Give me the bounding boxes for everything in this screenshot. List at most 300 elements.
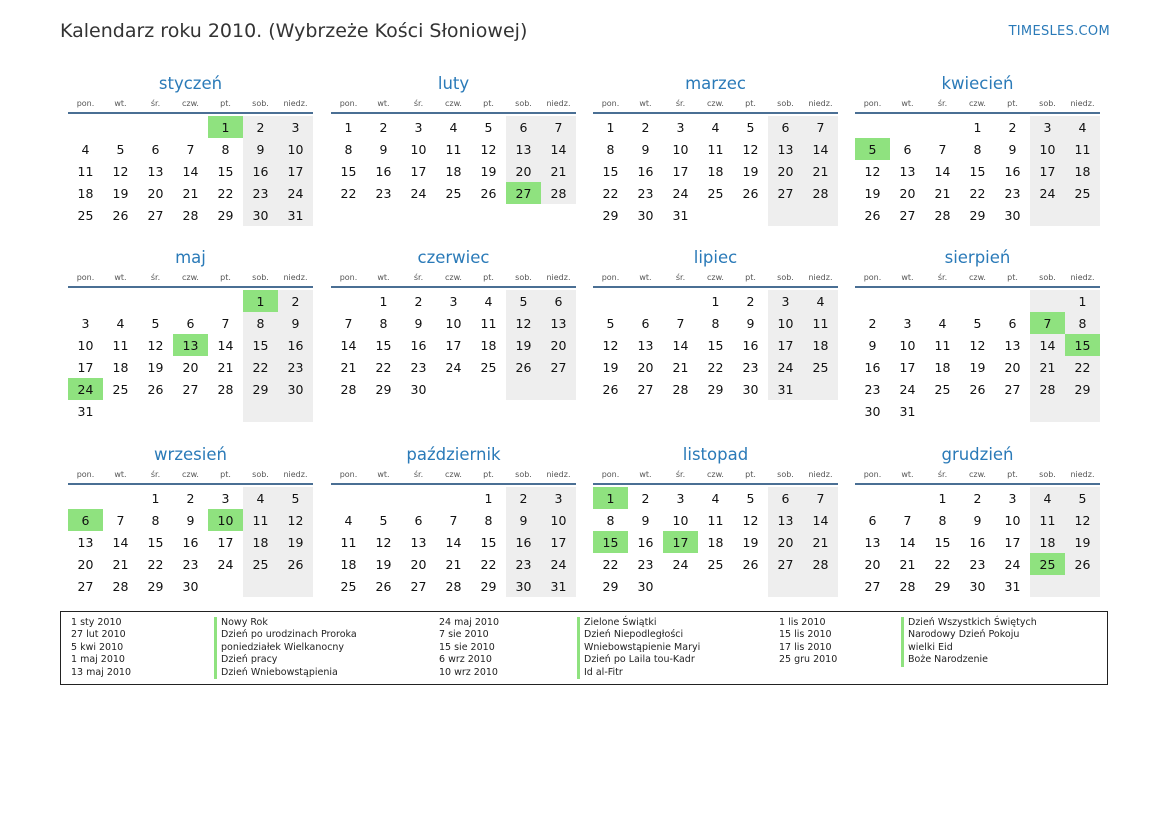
day-cell[interactable]: 14 <box>803 138 838 160</box>
day-cell[interactable]: 7 <box>676 315 685 331</box>
day-cell[interactable]: 12 <box>742 512 759 528</box>
day-cell[interactable]: 29 <box>480 578 497 594</box>
day-cell[interactable]: 20 <box>182 359 199 375</box>
day-cell[interactable]: 17 <box>278 160 313 182</box>
day-cell[interactable]: 5 <box>1065 487 1100 509</box>
day-cell[interactable]: 10 <box>208 509 243 531</box>
day-cell[interactable]: 24 <box>1030 182 1065 204</box>
day-cell[interactable]: 25 <box>243 553 278 575</box>
day-cell[interactable]: 30 <box>506 575 541 597</box>
day-cell[interactable]: 4 <box>1030 487 1065 509</box>
day-cell[interactable]: 21 <box>934 185 951 201</box>
day-cell[interactable]: 9 <box>641 141 650 157</box>
day-cell[interactable]: 12 <box>742 141 759 157</box>
day-cell[interactable]: 21 <box>1030 356 1065 378</box>
day-cell[interactable]: 7 <box>186 141 195 157</box>
day-cell[interactable]: 19 <box>1065 531 1100 553</box>
day-cell[interactable]: 26 <box>375 578 392 594</box>
day-cell[interactable]: 27 <box>768 553 803 575</box>
day-cell[interactable]: 13 <box>637 337 654 353</box>
day-cell[interactable]: 24 <box>278 182 313 204</box>
day-cell[interactable]: 4 <box>803 290 838 312</box>
day-cell[interactable]: 1 <box>208 116 243 138</box>
day-cell[interactable]: 25 <box>340 578 357 594</box>
day-cell[interactable]: 26 <box>864 207 881 223</box>
day-cell[interactable]: 15 <box>969 163 986 179</box>
day-cell[interactable]: 31 <box>768 378 803 400</box>
day-cell[interactable]: 25 <box>112 381 129 397</box>
day-cell[interactable]: 26 <box>147 381 164 397</box>
day-cell[interactable]: 5 <box>506 290 541 312</box>
day-cell[interactable]: 16 <box>864 359 881 375</box>
day-cell[interactable]: 21 <box>217 359 234 375</box>
day-cell[interactable]: 26 <box>506 356 541 378</box>
day-cell[interactable]: 1 <box>938 490 947 506</box>
day-cell[interactable]: 24 <box>445 359 462 375</box>
day-cell[interactable]: 25 <box>803 356 838 378</box>
day-cell[interactable]: 12 <box>375 534 392 550</box>
day-cell[interactable]: 24 <box>672 556 689 572</box>
day-cell[interactable]: 29 <box>243 378 278 400</box>
day-cell[interactable]: 9 <box>746 315 755 331</box>
day-cell[interactable]: 15 <box>147 534 164 550</box>
day-cell[interactable]: 31 <box>899 403 916 419</box>
day-cell[interactable]: 4 <box>243 487 278 509</box>
day-cell[interactable]: 2 <box>641 119 650 135</box>
day-cell[interactable]: 22 <box>217 185 234 201</box>
day-cell[interactable]: 4 <box>449 119 458 135</box>
day-cell[interactable]: 20 <box>1004 359 1021 375</box>
day-cell[interactable]: 21 <box>445 556 462 572</box>
day-cell[interactable]: 25 <box>934 381 951 397</box>
day-cell[interactable]: 20 <box>77 556 94 572</box>
day-cell[interactable]: 1 <box>593 487 628 509</box>
day-cell[interactable]: 8 <box>1065 312 1100 334</box>
day-cell[interactable]: 12 <box>602 337 619 353</box>
day-cell[interactable]: 13 <box>768 509 803 531</box>
day-cell[interactable]: 4 <box>938 315 947 331</box>
day-cell[interactable]: 9 <box>186 512 195 528</box>
day-cell[interactable]: 1 <box>344 119 353 135</box>
day-cell[interactable]: 17 <box>217 534 234 550</box>
day-cell[interactable]: 2 <box>973 490 982 506</box>
day-cell[interactable]: 14 <box>182 163 199 179</box>
day-cell[interactable]: 27 <box>182 381 199 397</box>
day-cell[interactable]: 6 <box>768 116 803 138</box>
day-cell[interactable]: 29 <box>969 207 986 223</box>
day-cell[interactable]: 4 <box>484 293 493 309</box>
day-cell[interactable]: 12 <box>112 163 129 179</box>
day-cell[interactable]: 19 <box>506 334 541 356</box>
day-cell[interactable]: 13 <box>1004 337 1021 353</box>
day-cell[interactable]: 26 <box>480 185 497 201</box>
day-cell[interactable]: 2 <box>746 293 755 309</box>
day-cell[interactable]: 13 <box>541 312 576 334</box>
day-cell[interactable]: 18 <box>112 359 129 375</box>
day-cell[interactable]: 30 <box>969 578 986 594</box>
day-cell[interactable]: 28 <box>803 553 838 575</box>
day-cell[interactable]: 2 <box>186 490 195 506</box>
day-cell[interactable]: 30 <box>243 204 278 226</box>
day-cell[interactable]: 5 <box>278 487 313 509</box>
day-cell[interactable]: 29 <box>934 578 951 594</box>
day-cell[interactable]: 11 <box>707 512 724 528</box>
day-cell[interactable]: 8 <box>606 512 615 528</box>
day-cell[interactable]: 23 <box>410 359 427 375</box>
day-cell[interactable]: 6 <box>868 512 877 528</box>
day-cell[interactable]: 19 <box>602 359 619 375</box>
day-cell[interactable]: 11 <box>112 337 129 353</box>
day-cell[interactable]: 9 <box>868 337 877 353</box>
day-cell[interactable]: 23 <box>637 185 654 201</box>
day-cell[interactable]: 10 <box>541 509 576 531</box>
day-cell[interactable]: 22 <box>340 185 357 201</box>
day-cell[interactable]: 21 <box>541 160 576 182</box>
day-cell[interactable]: 23 <box>864 381 881 397</box>
day-cell[interactable]: 27 <box>541 356 576 378</box>
day-cell[interactable]: 19 <box>969 359 986 375</box>
day-cell[interactable]: 23 <box>742 359 759 375</box>
day-cell[interactable]: 8 <box>711 315 720 331</box>
day-cell[interactable]: 5 <box>379 512 388 528</box>
day-cell[interactable]: 6 <box>414 512 423 528</box>
day-cell[interactable]: 21 <box>899 556 916 572</box>
day-cell[interactable]: 27 <box>77 578 94 594</box>
day-cell[interactable]: 27 <box>768 182 803 204</box>
day-cell[interactable]: 18 <box>707 163 724 179</box>
day-cell[interactable]: 6 <box>903 141 912 157</box>
day-cell[interactable]: 25 <box>480 359 497 375</box>
day-cell[interactable]: 22 <box>243 356 278 378</box>
day-cell[interactable]: 8 <box>243 312 278 334</box>
day-cell[interactable]: 16 <box>969 534 986 550</box>
day-cell[interactable]: 18 <box>934 359 951 375</box>
day-cell[interactable]: 22 <box>969 185 986 201</box>
day-cell[interactable]: 1 <box>243 290 278 312</box>
day-cell[interactable]: 25 <box>1030 553 1065 575</box>
day-cell[interactable]: 13 <box>899 163 916 179</box>
day-cell[interactable]: 26 <box>742 185 759 201</box>
day-cell[interactable]: 8 <box>221 141 230 157</box>
day-cell[interactable]: 30 <box>182 578 199 594</box>
day-cell[interactable]: 17 <box>1030 160 1065 182</box>
day-cell[interactable]: 13 <box>173 334 208 356</box>
day-cell[interactable]: 29 <box>602 207 619 223</box>
day-cell[interactable]: 1 <box>711 293 720 309</box>
day-cell[interactable]: 8 <box>938 512 947 528</box>
day-cell[interactable]: 20 <box>864 556 881 572</box>
day-cell[interactable]: 7 <box>344 315 353 331</box>
day-cell[interactable]: 12 <box>969 337 986 353</box>
day-cell[interactable]: 11 <box>340 534 357 550</box>
day-cell[interactable]: 8 <box>973 141 982 157</box>
day-cell[interactable]: 15 <box>593 531 628 553</box>
day-cell[interactable]: 24 <box>672 185 689 201</box>
day-cell[interactable]: 24 <box>410 185 427 201</box>
day-cell[interactable]: 14 <box>803 509 838 531</box>
day-cell[interactable]: 12 <box>147 337 164 353</box>
day-cell[interactable]: 19 <box>375 556 392 572</box>
day-cell[interactable]: 15 <box>934 534 951 550</box>
day-cell[interactable]: 3 <box>414 119 423 135</box>
day-cell[interactable]: 31 <box>1004 578 1021 594</box>
day-cell[interactable]: 5 <box>746 490 755 506</box>
day-cell[interactable]: 23 <box>506 553 541 575</box>
day-cell[interactable]: 29 <box>147 578 164 594</box>
day-cell[interactable]: 13 <box>864 534 881 550</box>
day-cell[interactable]: 21 <box>112 556 129 572</box>
day-cell[interactable]: 9 <box>973 512 982 528</box>
day-cell[interactable]: 23 <box>637 556 654 572</box>
day-cell[interactable]: 22 <box>147 556 164 572</box>
day-cell[interactable]: 22 <box>934 556 951 572</box>
day-cell[interactable]: 30 <box>637 578 654 594</box>
brand-link[interactable]: TIMESLES.COM <box>1008 24 1110 39</box>
day-cell[interactable]: 10 <box>1030 138 1065 160</box>
day-cell[interactable]: 7 <box>116 512 125 528</box>
day-cell[interactable]: 10 <box>410 141 427 157</box>
day-cell[interactable]: 13 <box>768 138 803 160</box>
day-cell[interactable]: 1 <box>151 490 160 506</box>
day-cell[interactable]: 12 <box>864 163 881 179</box>
day-cell[interactable]: 13 <box>506 138 541 160</box>
day-cell[interactable]: 16 <box>243 160 278 182</box>
day-cell[interactable]: 18 <box>1030 531 1065 553</box>
day-cell[interactable]: 20 <box>506 160 541 182</box>
day-cell[interactable]: 30 <box>742 381 759 397</box>
day-cell[interactable]: 15 <box>217 163 234 179</box>
day-cell[interactable]: 10 <box>899 337 916 353</box>
day-cell[interactable]: 8 <box>344 141 353 157</box>
day-cell[interactable]: 28 <box>803 182 838 204</box>
day-cell[interactable]: 17 <box>410 163 427 179</box>
day-cell[interactable]: 23 <box>969 556 986 572</box>
day-cell[interactable]: 15 <box>1065 334 1100 356</box>
day-cell[interactable]: 3 <box>449 293 458 309</box>
day-cell[interactable]: 18 <box>707 534 724 550</box>
day-cell[interactable]: 6 <box>68 509 103 531</box>
day-cell[interactable]: 1 <box>606 119 615 135</box>
day-cell[interactable]: 3 <box>541 487 576 509</box>
day-cell[interactable]: 11 <box>243 509 278 531</box>
day-cell[interactable]: 22 <box>375 359 392 375</box>
day-cell[interactable]: 1 <box>973 119 982 135</box>
day-cell[interactable]: 17 <box>445 337 462 353</box>
day-cell[interactable]: 5 <box>746 119 755 135</box>
day-cell[interactable]: 17 <box>663 531 698 553</box>
day-cell[interactable]: 6 <box>541 290 576 312</box>
day-cell[interactable]: 6 <box>186 315 195 331</box>
day-cell[interactable]: 28 <box>672 381 689 397</box>
day-cell[interactable]: 15 <box>707 337 724 353</box>
day-cell[interactable]: 24 <box>1004 556 1021 572</box>
day-cell[interactable]: 16 <box>1004 163 1021 179</box>
day-cell[interactable]: 19 <box>480 163 497 179</box>
day-cell[interactable]: 23 <box>1004 185 1021 201</box>
day-cell[interactable]: 27 <box>506 182 541 204</box>
day-cell[interactable]: 4 <box>711 119 720 135</box>
day-cell[interactable]: 6 <box>1008 315 1017 331</box>
day-cell[interactable]: 15 <box>375 337 392 353</box>
day-cell[interactable]: 14 <box>934 163 951 179</box>
day-cell[interactable]: 9 <box>506 509 541 531</box>
day-cell[interactable]: 11 <box>803 312 838 334</box>
day-cell[interactable]: 21 <box>182 185 199 201</box>
day-cell[interactable]: 16 <box>742 337 759 353</box>
day-cell[interactable]: 30 <box>864 403 881 419</box>
day-cell[interactable]: 30 <box>278 378 313 400</box>
day-cell[interactable]: 18 <box>480 337 497 353</box>
day-cell[interactable]: 18 <box>803 334 838 356</box>
day-cell[interactable]: 23 <box>182 556 199 572</box>
day-cell[interactable]: 22 <box>602 185 619 201</box>
day-cell[interactable]: 1 <box>379 293 388 309</box>
day-cell[interactable]: 28 <box>340 381 357 397</box>
day-cell[interactable]: 14 <box>541 138 576 160</box>
day-cell[interactable]: 16 <box>375 163 392 179</box>
day-cell[interactable]: 31 <box>278 204 313 226</box>
day-cell[interactable]: 3 <box>676 119 685 135</box>
day-cell[interactable]: 11 <box>1065 138 1100 160</box>
day-cell[interactable]: 31 <box>672 207 689 223</box>
day-cell[interactable]: 17 <box>1004 534 1021 550</box>
day-cell[interactable]: 10 <box>445 315 462 331</box>
day-cell[interactable]: 25 <box>1065 182 1100 204</box>
day-cell[interactable]: 8 <box>606 141 615 157</box>
day-cell[interactable]: 3 <box>768 290 803 312</box>
day-cell[interactable]: 29 <box>707 381 724 397</box>
day-cell[interactable]: 2 <box>506 487 541 509</box>
day-cell[interactable]: 3 <box>278 116 313 138</box>
day-cell[interactable]: 2 <box>278 290 313 312</box>
day-cell[interactable]: 16 <box>637 163 654 179</box>
day-cell[interactable]: 4 <box>1065 116 1100 138</box>
day-cell[interactable]: 7 <box>1030 312 1065 334</box>
day-cell[interactable]: 22 <box>1065 356 1100 378</box>
day-cell[interactable]: 28 <box>217 381 234 397</box>
day-cell[interactable]: 15 <box>340 163 357 179</box>
day-cell[interactable]: 14 <box>340 337 357 353</box>
day-cell[interactable]: 21 <box>340 359 357 375</box>
day-cell[interactable]: 28 <box>934 207 951 223</box>
day-cell[interactable]: 16 <box>506 531 541 553</box>
day-cell[interactable]: 29 <box>1065 378 1100 400</box>
day-cell[interactable]: 13 <box>77 534 94 550</box>
day-cell[interactable]: 24 <box>541 553 576 575</box>
day-cell[interactable]: 2 <box>414 293 423 309</box>
day-cell[interactable]: 27 <box>637 381 654 397</box>
day-cell[interactable]: 20 <box>147 185 164 201</box>
day-cell[interactable]: 29 <box>602 578 619 594</box>
day-cell[interactable]: 12 <box>278 509 313 531</box>
day-cell[interactable]: 4 <box>711 490 720 506</box>
day-cell[interactable]: 12 <box>1065 509 1100 531</box>
day-cell[interactable]: 5 <box>855 138 890 160</box>
day-cell[interactable]: 5 <box>973 315 982 331</box>
day-cell[interactable]: 10 <box>77 337 94 353</box>
day-cell[interactable]: 24 <box>217 556 234 572</box>
day-cell[interactable]: 18 <box>243 531 278 553</box>
day-cell[interactable]: 25 <box>77 207 94 223</box>
day-cell[interactable]: 26 <box>278 553 313 575</box>
day-cell[interactable]: 14 <box>899 534 916 550</box>
day-cell[interactable]: 4 <box>116 315 125 331</box>
day-cell[interactable]: 19 <box>278 531 313 553</box>
day-cell[interactable]: 3 <box>1008 490 1017 506</box>
day-cell[interactable]: 27 <box>899 207 916 223</box>
day-cell[interactable]: 28 <box>445 578 462 594</box>
day-cell[interactable]: 14 <box>112 534 129 550</box>
day-cell[interactable]: 6 <box>768 487 803 509</box>
day-cell[interactable]: 28 <box>112 578 129 594</box>
day-cell[interactable]: 24 <box>768 356 803 378</box>
day-cell[interactable]: 3 <box>676 490 685 506</box>
day-cell[interactable]: 11 <box>934 337 951 353</box>
day-cell[interactable]: 24 <box>68 378 103 400</box>
day-cell[interactable]: 8 <box>484 512 493 528</box>
day-cell[interactable]: 5 <box>116 141 125 157</box>
day-cell[interactable]: 17 <box>672 163 689 179</box>
day-cell[interactable]: 23 <box>243 182 278 204</box>
day-cell[interactable]: 9 <box>1008 141 1017 157</box>
day-cell[interactable]: 16 <box>278 334 313 356</box>
day-cell[interactable]: 17 <box>899 359 916 375</box>
day-cell[interactable]: 27 <box>1004 381 1021 397</box>
day-cell[interactable]: 18 <box>445 163 462 179</box>
day-cell[interactable]: 25 <box>707 556 724 572</box>
day-cell[interactable]: 31 <box>77 403 94 419</box>
day-cell[interactable]: 21 <box>672 359 689 375</box>
day-cell[interactable]: 7 <box>903 512 912 528</box>
day-cell[interactable]: 10 <box>768 312 803 334</box>
day-cell[interactable]: 31 <box>541 575 576 597</box>
day-cell[interactable]: 20 <box>410 556 427 572</box>
day-cell[interactable]: 23 <box>278 356 313 378</box>
day-cell[interactable]: 8 <box>151 512 160 528</box>
day-cell[interactable]: 1 <box>484 490 493 506</box>
day-cell[interactable]: 17 <box>768 334 803 356</box>
day-cell[interactable]: 20 <box>899 185 916 201</box>
day-cell[interactable]: 26 <box>112 207 129 223</box>
day-cell[interactable]: 2 <box>243 116 278 138</box>
day-cell[interactable]: 22 <box>707 359 724 375</box>
day-cell[interactable]: 3 <box>221 490 230 506</box>
day-cell[interactable]: 26 <box>969 381 986 397</box>
day-cell[interactable]: 7 <box>449 512 458 528</box>
day-cell[interactable]: 9 <box>278 312 313 334</box>
day-cell[interactable]: 24 <box>899 381 916 397</box>
day-cell[interactable]: 6 <box>506 116 541 138</box>
day-cell[interactable]: 2 <box>379 119 388 135</box>
day-cell[interactable]: 19 <box>742 534 759 550</box>
day-cell[interactable]: 29 <box>375 381 392 397</box>
day-cell[interactable]: 15 <box>480 534 497 550</box>
day-cell[interactable]: 7 <box>541 116 576 138</box>
day-cell[interactable]: 14 <box>1030 334 1065 356</box>
day-cell[interactable]: 27 <box>864 578 881 594</box>
day-cell[interactable]: 5 <box>484 119 493 135</box>
day-cell[interactable]: 26 <box>742 556 759 572</box>
day-cell[interactable]: 13 <box>147 163 164 179</box>
day-cell[interactable]: 20 <box>768 160 803 182</box>
day-cell[interactable]: 19 <box>742 163 759 179</box>
day-cell[interactable]: 16 <box>182 534 199 550</box>
day-cell[interactable]: 27 <box>147 207 164 223</box>
day-cell[interactable]: 9 <box>414 315 423 331</box>
day-cell[interactable]: 30 <box>410 381 427 397</box>
day-cell[interactable]: 12 <box>480 141 497 157</box>
day-cell[interactable]: 15 <box>243 334 278 356</box>
